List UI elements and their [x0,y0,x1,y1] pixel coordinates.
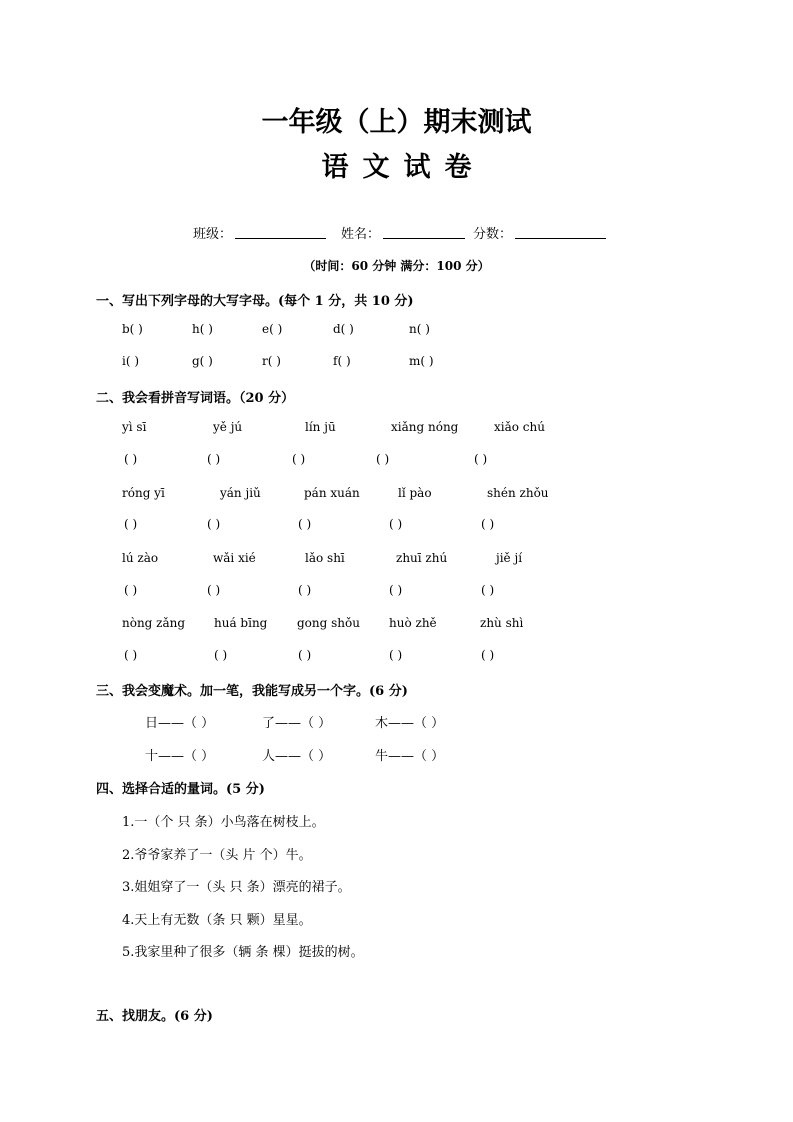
pinyin-item: zhuī zhú [396,551,448,565]
measure-question-2: 2.爷爷家养了一（头 片 个）牛。 [122,848,312,863]
answer-blank[interactable]: ( ) [124,583,138,597]
letter-item: b( ) [122,322,143,336]
answer-blank[interactable]: ( ) [214,648,228,662]
answer-blank[interactable]: ( ) [298,517,312,531]
answer-blank[interactable]: ( ) [474,452,488,466]
pinyin-item: lǐ pào [398,486,432,500]
pinyin-item: wǎi xié [213,551,256,565]
section-4-heading: 四、选择合适的量词。(5 分) [96,782,265,797]
measure-question-3: 3.姐姐穿了一（头 只 条）漂亮的裙子。 [122,880,351,895]
answer-blank[interactable]: ( ) [389,583,403,597]
answer-blank[interactable]: ( ) [481,583,495,597]
pinyin-item: nòng zǎng [122,616,186,630]
letter-item: r( ) [262,354,281,368]
measure-question-5: 5.我家里种了很多（辆 条 棵）挺拔的树。 [122,945,364,960]
pinyin-item: pán xuán [304,486,360,500]
letter-item: m( ) [409,354,434,368]
letter-item: f( ) [333,354,351,368]
answer-blank[interactable]: ( ) [124,648,138,662]
letter-item: h( ) [192,322,213,336]
name-label: 姓名： [341,227,381,242]
page-subtitle: 语文试卷 [321,152,486,183]
pinyin-item: shén zhǒu [487,486,549,500]
answer-blank[interactable]: ( ) [124,452,138,466]
answer-blank[interactable]: ( ) [207,583,221,597]
pinyin-item: xiǎo chú [494,420,545,434]
magic-item: 木——（ ） [375,716,445,731]
pinyin-item: yě jú [213,420,243,434]
measure-question-4: 4.天上有无数（条 只 颗）星星。 [122,913,312,928]
letter-item: n( ) [409,322,430,336]
letter-item: e( ) [262,322,283,336]
section-3-heading: 三、我会变魔术。加一笔，我能写成另一个字。(6 分) [96,684,408,699]
section-5-heading: 五、找朋友。(6 分) [96,1009,213,1024]
time-info: （时间：60 分钟 满分：100 分） [303,259,490,273]
pinyin-item: zhù shì [480,616,524,630]
pinyin-item: gong shǒu [297,616,360,630]
magic-item: 十——（ ） [145,749,215,764]
answer-blank[interactable]: ( ) [481,648,495,662]
answer-blank[interactable]: ( ) [207,452,221,466]
section-1-heading: 一、写出下列字母的大写字母。(每个 1 分，共 10 分) [96,294,414,309]
page-title: 一年级（上）期末测试 [261,107,532,138]
measure-question-1: 1.一（个 只 条）小鸟落在树枝上。 [122,815,325,830]
answer-blank[interactable]: ( ) [207,517,221,531]
magic-item: 人——（ ） [262,749,332,764]
pinyin-item: lú zào [122,551,159,565]
pinyin-item: lǎo shī [305,551,345,565]
pinyin-item: xiǎng nóng [391,420,459,434]
answer-blank[interactable]: ( ) [376,452,390,466]
letter-item: i( ) [122,354,140,368]
pinyin-item: róng yī [122,486,165,500]
pinyin-item: yán jiǔ [220,486,261,500]
letter-item: g( ) [192,354,213,368]
magic-item: 了——（ ） [262,716,332,731]
pinyin-item: lín jū [305,420,336,434]
answer-blank[interactable]: ( ) [389,648,403,662]
name-blank[interactable] [383,238,465,239]
answer-blank[interactable]: ( ) [124,517,138,531]
score-label: 分数： [473,227,513,242]
answer-blank[interactable]: ( ) [298,648,312,662]
letter-item: d( ) [333,322,354,336]
answer-blank[interactable]: ( ) [389,517,403,531]
answer-blank[interactable]: ( ) [292,452,306,466]
answer-blank[interactable]: ( ) [481,517,495,531]
class-label: 班级： [193,227,233,242]
magic-item: 牛——（ ） [375,749,445,764]
pinyin-item: yì sī [122,420,147,434]
pinyin-item: huò zhě [389,616,437,630]
answer-blank[interactable]: ( ) [298,583,312,597]
section-2-heading: 二、我会看拼音写词语。（20 分） [96,391,295,406]
class-blank[interactable] [235,238,326,239]
pinyin-item: jiě jí [496,551,523,565]
magic-item: 日——（ ） [145,716,215,731]
score-blank[interactable] [515,238,606,239]
pinyin-item: huá bīng [214,616,268,630]
